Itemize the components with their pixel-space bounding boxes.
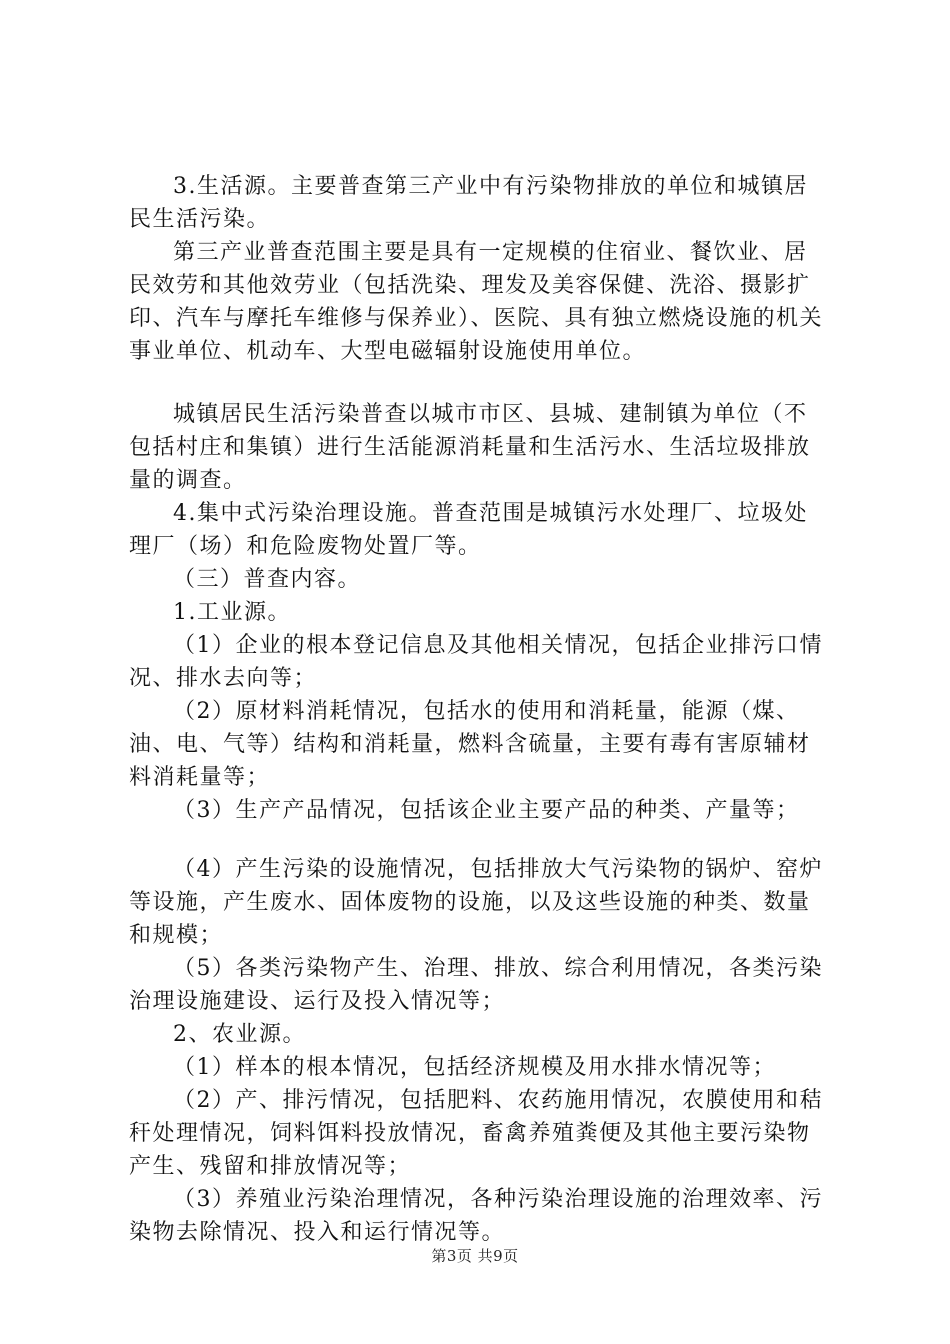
- list-item-industrial-2: （2）原材料消耗情况，包括水的使用和消耗量，能源（煤、油、电、气等）结构和消耗量，燃料含硫量，主要有毒有害原辅材料消耗量等；: [129, 699, 811, 790]
- paragraph-living-source: 3.生活源。主要普查第三产业中有污染物排放的单位和城镇居民生活污染。: [129, 174, 808, 232]
- list-item-industrial-5: （5）各类污染物产生、治理、排放、综合利用情况，各类污染治理设施建设、运行及投入情况等；: [129, 956, 823, 1014]
- paragraph-centralized-facilities: 4.集中式污染治理设施。普查范围是城镇污水处理厂、垃圾处理厂（场）和危险废物处置厂等。: [129, 501, 808, 559]
- subheading-industrial-source: 1.工业源。: [173, 600, 291, 625]
- list-item-industrial-3: （3）生产产品情况，包括该企业主要产品的种类、产量等；: [173, 798, 800, 823]
- list-item-agricultural-2: （2）产、排污情况，包括肥料、农药施用情况，农膜使用和秸秆处理情况，饲料饵料投放情况，畜禽养殖粪便及其他主要污染物产生、残留和排放情况等；: [129, 1088, 823, 1179]
- list-item-industrial-4: （4）产生污染的设施情况，包括排放大气污染物的锅炉、窑炉等设施，产生废水、固体废物的设施，以及这些设施的种类、数量和规模；: [129, 857, 823, 948]
- page-footer: [0, 1245, 950, 1266]
- list-item-industrial-1: （1）企业的根本登记信息及其他相关情况，包括企业排污口情况、排水去向等；: [129, 633, 823, 691]
- paragraph-urban-residents: 城镇居民生活污染普查以城市市区、县城、建制镇为单位（不包括村庄和集镇）进行生活能源消耗量和生活污水、生活垃圾排放量的调查。: [129, 402, 811, 493]
- paragraph-tertiary-scope: 第三产业普查范围主要是具有一定规模的住宿业、餐饮业、居民效劳和其他效劳业（包括洗染、理发及美容保健、洗浴、摄影扩印、汽车与摩托车维修与保养业）、医院、具有独立燃烧设施的机关事业单位、机动车、大型电磁辐射设施使用单位。: [129, 240, 824, 364]
- subheading-agricultural-source: 2、农业源。: [173, 1022, 306, 1047]
- list-item-agricultural-3: （3）养殖业污染治理情况，各种污染治理设施的治理效率、污染物去除情况、投入和运行情况等。: [129, 1187, 823, 1245]
- section-heading-survey-content: （三）普查内容。: [173, 567, 362, 592]
- page-number: 第3页 共9页: [431, 1247, 519, 1265]
- list-item-agricultural-1: （1）样本的根本情况，包括经济规模及用水排水情况等；: [173, 1055, 776, 1080]
- document-body: [129, 170, 829, 1249]
